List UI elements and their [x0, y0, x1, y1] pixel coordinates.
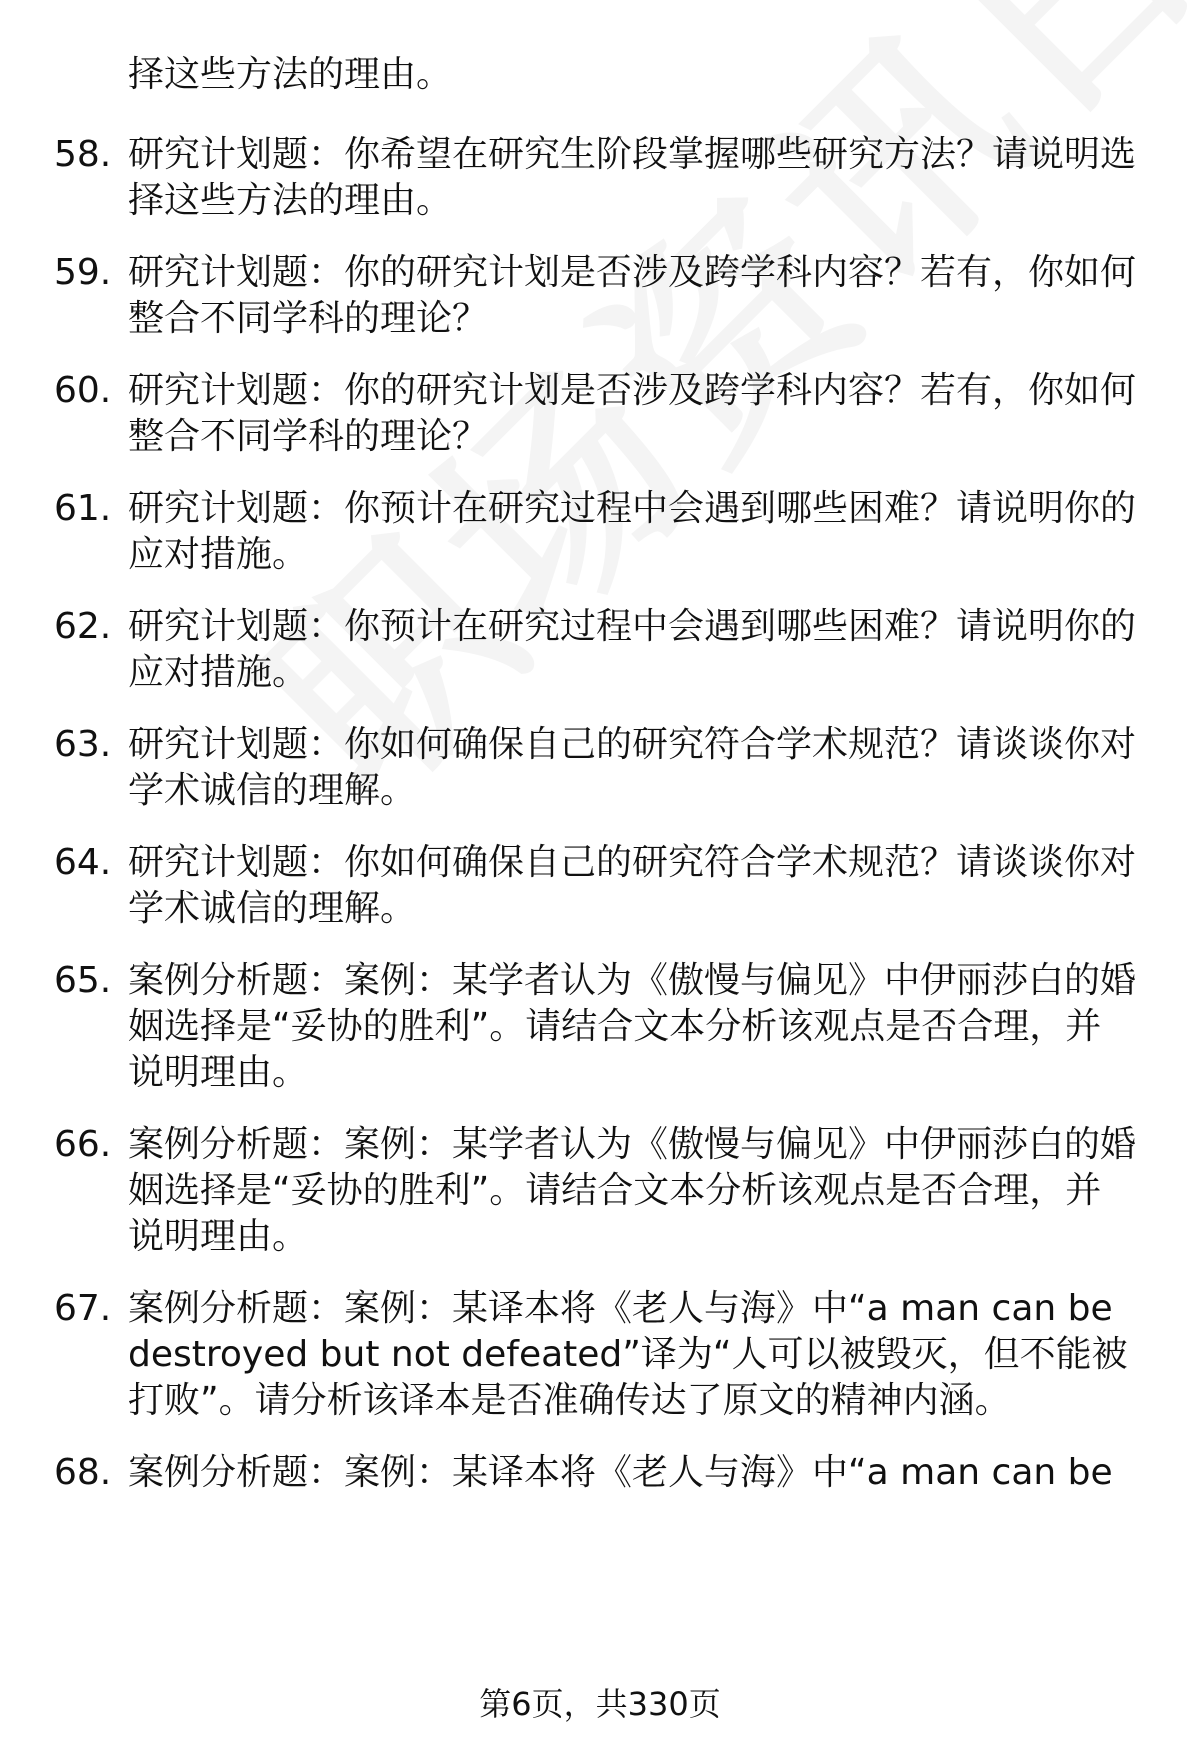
question-number: 59.: [54, 252, 112, 293]
question-text: 学术诚信的理解。: [128, 770, 417, 811]
question-text: 案例分析题：案例：某学者认为《傲慢与偏见》中伊丽莎白的婚: [128, 1124, 1137, 1165]
page-footer: 第6页，共330页: [479, 1685, 721, 1723]
question-text: 案例分析题：案例：某译本将《老人与海》中“a man can be: [128, 1288, 1113, 1329]
question-text: 打败”。请分析该译本是否准确传达了原文的精神内涵。: [128, 1380, 1011, 1421]
question-text: 研究计划题：你如何确保自己的研究符合学术规范？请谈谈你对: [128, 842, 1137, 883]
question-text: 择这些方法的理由。: [128, 180, 453, 221]
question-text: 研究计划题：你希望在研究生阶段掌握哪些研究方法？请说明选: [128, 134, 1137, 175]
question-number: 63.: [54, 724, 112, 765]
question-text: 说明理由。: [128, 1052, 309, 1093]
question-text: 研究计划题：你预计在研究过程中会遇到哪些困难？请说明你的: [128, 488, 1137, 529]
question-text: 学术诚信的理解。: [128, 888, 417, 929]
question-text: 整合不同学科的理论？: [128, 298, 489, 339]
question-number: 64.: [54, 842, 112, 883]
question-text: 案例分析题：案例：某译本将《老人与海》中“a man can be: [128, 1452, 1113, 1493]
question-number: 61.: [54, 488, 112, 529]
question-text: 整合不同学科的理论？: [128, 416, 489, 457]
question-number: 58.: [54, 134, 112, 175]
question-text: 应对措施。: [128, 534, 309, 575]
question-text: 研究计划题：你的研究计划是否涉及跨学科内容？若有，你如何: [128, 370, 1137, 411]
question-number: 68.: [54, 1452, 112, 1493]
question-text: 姻选择是“妥协的胜利”。请结合文本分析该观点是否合理，并: [128, 1170, 1102, 1211]
question-text: 研究计划题：你的研究计划是否涉及跨学科内容？若有，你如何: [128, 252, 1137, 293]
question-number: 66.: [54, 1124, 112, 1165]
question-text: 说明理由。: [128, 1216, 309, 1257]
question-number: 60.: [54, 370, 112, 411]
question-number: 67.: [54, 1288, 112, 1329]
question-text: 择这些方法的理由。: [128, 54, 453, 95]
question-text: 案例分析题：案例：某学者认为《傲慢与偏见》中伊丽莎白的婚: [128, 960, 1137, 1001]
question-text: 研究计划题：你预计在研究过程中会遇到哪些困难？请说明你的: [128, 606, 1137, 647]
question-number: 62.: [54, 606, 112, 647]
question-text: 研究计划题：你如何确保自己的研究符合学术规范？请谈谈你对: [128, 724, 1137, 765]
question-number: 65.: [54, 960, 112, 1001]
question-text: 应对措施。: [128, 652, 309, 693]
question-text: destroyed but not defeated”译为“人可以被毁灭，但不能被: [128, 1334, 1128, 1375]
question-text: 姻选择是“妥协的胜利”。请结合文本分析该观点是否合理，并: [128, 1006, 1102, 1047]
